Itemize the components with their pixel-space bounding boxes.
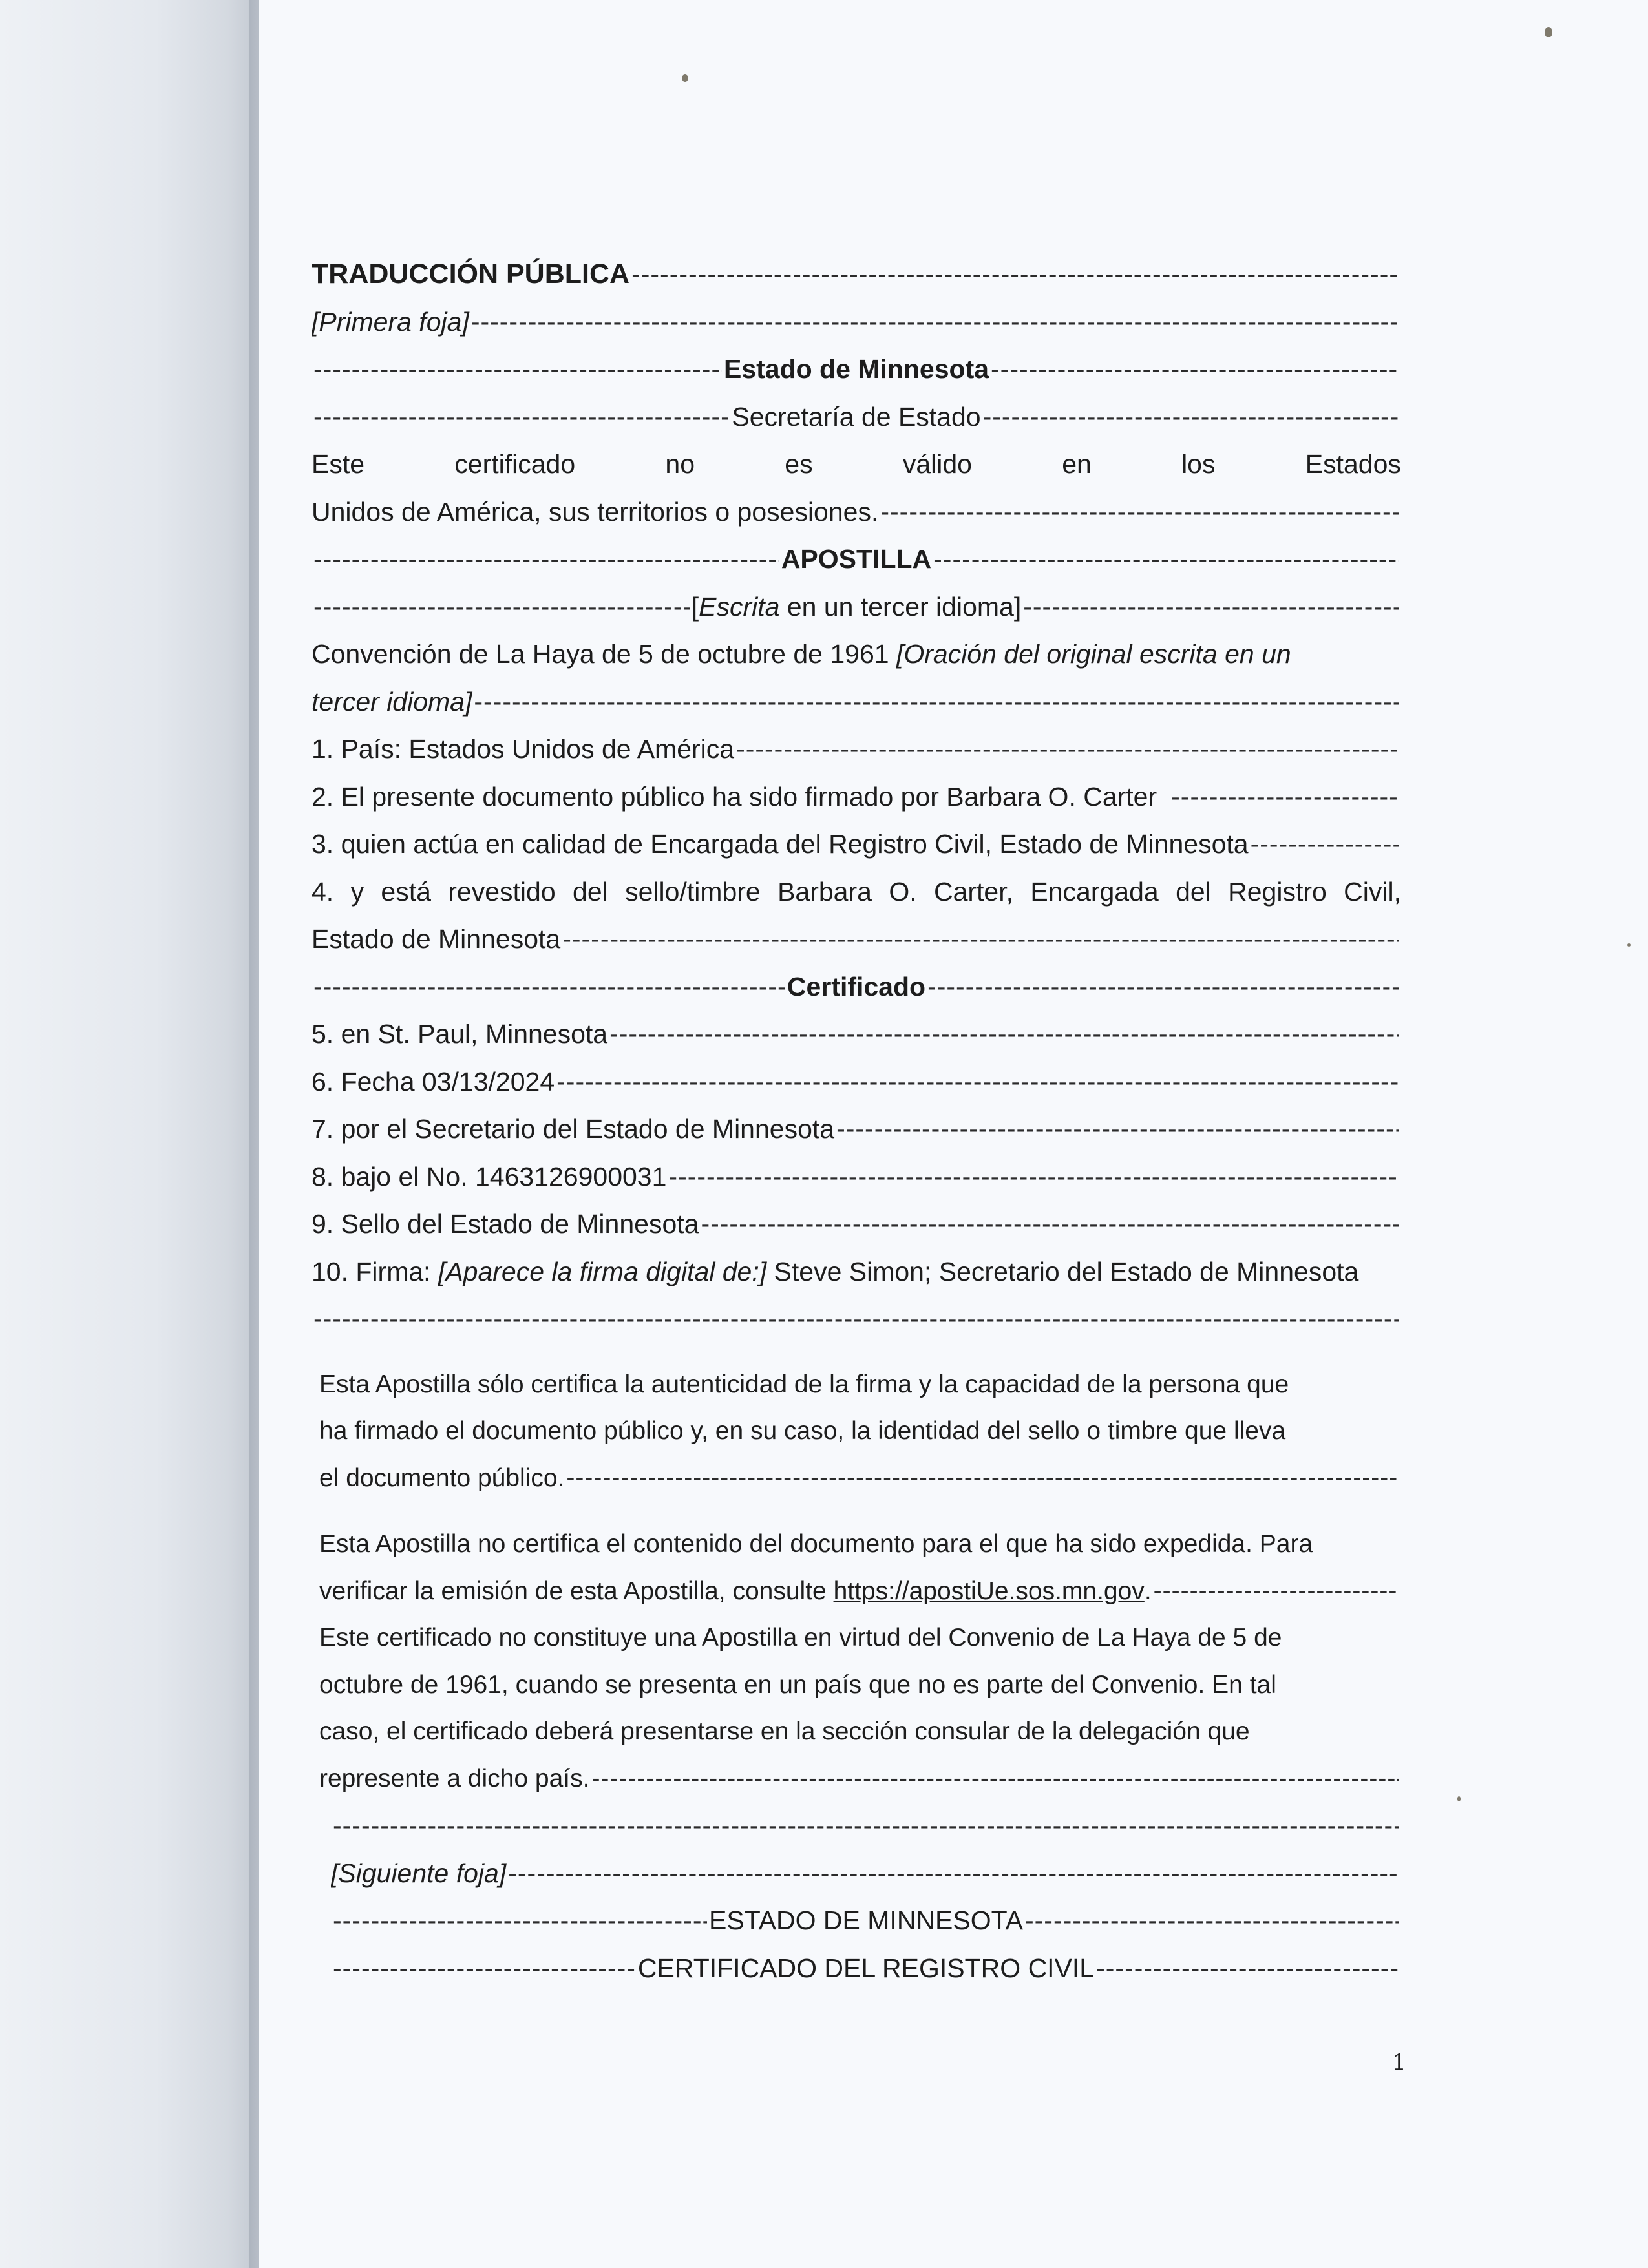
item-4-continued: Estado de Minnesota: [312, 924, 561, 954]
state-heading-line: [312, 346, 1401, 394]
item-4-word: 4.: [312, 876, 334, 907]
dash-filler: [631, 251, 1399, 299]
paragraph-line: [319, 1756, 1401, 1803]
written-word: Escrita: [699, 591, 780, 622]
item-9-line: [312, 1201, 1401, 1248]
paragraph-line: [319, 1408, 1401, 1455]
item-5-line: [312, 1011, 1401, 1058]
certificate-heading-line: [312, 963, 1401, 1011]
dash-filler: [927, 963, 1399, 1011]
validity-word: válido: [902, 449, 972, 479]
dash-filler: [701, 1201, 1399, 1248]
item-4-word: Civil,: [1344, 876, 1401, 907]
first-page-line: [312, 299, 1401, 346]
item-2-line: [312, 773, 1401, 821]
convention-note-continued: tercer idioma]: [312, 686, 472, 717]
dash-filler: [983, 394, 1399, 441]
dash-filler: [313, 346, 722, 394]
item-4-word: revestido: [448, 876, 556, 907]
item-capacity: 3. quien actúa en calidad de Encargada del Registro Civil, Estado de Minnesota: [312, 829, 1249, 859]
paragraph-gap: [312, 1343, 1401, 1361]
page-number: 1: [1392, 2050, 1406, 2075]
paragraph-text: ha firmado el documento público y, en su caso, la identidad del sello o timbre que lleva: [319, 1417, 1286, 1445]
dash-filler: [991, 346, 1399, 394]
paragraph-line: [319, 1568, 1401, 1615]
item-4-word: Carter,: [933, 876, 1014, 907]
item-place: 5. en St. Paul, Minnesota: [312, 1019, 608, 1049]
folded-page-edge: [0, 0, 259, 2268]
dash-filler: [313, 536, 779, 583]
convention-line: [312, 631, 1401, 678]
dash-filler: [333, 1802, 1399, 1850]
dash-filler: [736, 726, 1399, 773]
dash-filler: [1154, 1568, 1399, 1615]
first-page-note: [Primera foja]: [312, 306, 469, 337]
dash-filler: [1251, 821, 1399, 868]
convention-line-2: [312, 678, 1401, 726]
item-seal: 9. Sello del Estado de Minnesota: [312, 1209, 699, 1239]
scan-speck: [682, 74, 688, 82]
dash-filler: [609, 1011, 1399, 1058]
translation-text: [312, 251, 1401, 1992]
item-4-word: del: [573, 876, 608, 907]
dash-filler: [333, 1945, 636, 1993]
paragraph-line: [319, 1615, 1401, 1662]
item-4-word: Registro: [1228, 876, 1327, 907]
paragraph-line: [319, 1455, 1401, 1502]
separator-line: [331, 1802, 1401, 1850]
scan-speck: [1457, 1796, 1461, 1801]
validity-word: es: [785, 449, 813, 479]
dash-filler: [313, 583, 690, 631]
item-signed-by: 2. El presente documento público ha sido firmado por Barbara O. Carter: [312, 781, 1157, 812]
third-language-note: [692, 583, 1021, 631]
item-4-word: O.: [889, 876, 917, 907]
item-4-line: [312, 868, 1401, 916]
third-language-line: [312, 583, 1401, 631]
next-page-note: [Siguiente foja]: [331, 1858, 507, 1888]
item-4-word: Encargada: [1030, 876, 1159, 907]
item-4-word: sello/timbre: [625, 876, 761, 907]
item-4-word: y: [350, 876, 364, 907]
dash-filler: [333, 1897, 707, 1945]
state-heading: Estado de Minnesota: [723, 354, 989, 384]
paragraph-line: [319, 1361, 1401, 1409]
validity-text: Unidos de América, sus territorios o posesiones.: [312, 496, 879, 527]
paragraph-text: Este certificado no constituye una Apostilla en virtud del Convenio de La Haya de 5 de: [319, 1624, 1282, 1652]
dash-filler: [566, 1455, 1399, 1502]
dash-filler: [471, 299, 1399, 346]
dash-filler: [1025, 1897, 1399, 1945]
dash-filler: [836, 1106, 1399, 1153]
title-line: [312, 251, 1401, 299]
paragraph-line: [319, 1708, 1401, 1756]
paragraph-line: [319, 1521, 1401, 1568]
dash-filler: [556, 1058, 1399, 1106]
item-3-line: [312, 821, 1401, 868]
item-1-line: [312, 726, 1401, 773]
convention-note: [Oración del original escrita en un: [896, 639, 1291, 669]
state-heading-caps: ESTADO DE MINNESOTA: [709, 1906, 1023, 1935]
digital-signature-note: [Aparece la firma digital de:]: [438, 1256, 767, 1286]
dash-filler: [591, 1756, 1399, 1803]
dash-filler: [313, 963, 785, 1011]
dash-filler: [933, 536, 1399, 583]
next-page-line: [331, 1850, 1401, 1898]
paragraph-text: represente a dicho país.: [319, 1764, 590, 1792]
paragraph-text: octubre de 1961, cuando se presenta en un país que no es parte del Convenio. En tal: [319, 1670, 1276, 1699]
validity-word: certificado: [454, 449, 576, 479]
dash-filler: [508, 1850, 1399, 1898]
scan-speck: [1627, 943, 1631, 947]
department-line: [312, 394, 1401, 441]
paragraph-text: verificar la emisión de esta Apostilla, consulte: [319, 1577, 834, 1605]
dash-filler: [313, 1296, 1399, 1343]
bracket-open: [: [691, 591, 699, 622]
item-number: 8. bajo el No. 1463126900031: [312, 1161, 667, 1192]
item-7-line: [312, 1106, 1401, 1153]
dash-filler: [313, 394, 730, 441]
dash-filler: [474, 678, 1399, 726]
item-country: 1. País: Estados Unidos de América: [312, 734, 735, 764]
dash-filler: [1096, 1945, 1399, 1993]
apostille-scope-paragraph: [312, 1361, 1401, 1502]
department-heading: Secretaría de Estado: [732, 401, 981, 432]
document-title: TRADUCCIÓN PÚBLICA: [312, 258, 630, 289]
certificate-heading: Certificado: [787, 971, 926, 1002]
apostille-heading-line: [312, 536, 1401, 583]
validity-word: Este: [312, 449, 365, 479]
third-language-rest: en un tercer idioma]: [779, 591, 1022, 622]
convention-text: Convención de La Haya de 5 de octubre de 1961: [312, 639, 896, 669]
item-4-word: del: [1176, 876, 1211, 907]
paragraph-text: Esta Apostilla no certifica el contenido del documento para el que ha sido expedida. Para: [319, 1530, 1313, 1558]
state-caps-line: [331, 1897, 1401, 1945]
signer-name: Steve Simon; Secretario del Estado de Minnesota: [766, 1256, 1359, 1286]
paragraph-text: caso, el certificado deberá presentarse en la sección consular de la delegación que: [319, 1717, 1250, 1745]
validity-word: en: [1062, 449, 1092, 479]
apostille-heading: APOSTILLA: [781, 544, 932, 574]
item-10-line: [312, 1248, 1401, 1296]
paragraph-gap: [312, 1502, 1401, 1521]
dash-filler: [1171, 773, 1399, 821]
item-4-line-2: [312, 916, 1401, 963]
dash-filler: [668, 1153, 1399, 1201]
dash-filler: [1023, 583, 1399, 631]
item-8-line: [312, 1153, 1401, 1201]
validity-word: los: [1181, 449, 1216, 479]
validity-word: no: [665, 449, 695, 479]
item-6-line: [312, 1058, 1401, 1106]
verification-link[interactable]: https://apostiUe.sos.mn.gov: [833, 1577, 1145, 1605]
civil-registry-line: [331, 1945, 1401, 1993]
link-period: .: [1144, 1577, 1152, 1605]
validity-word: Estados: [1305, 449, 1401, 479]
paragraph-text: el documento público.: [319, 1464, 565, 1492]
apostille-verification-paragraph: [312, 1521, 1401, 1802]
civil-registry-heading: CERTIFICADO DEL REGISTRO CIVIL: [637, 1953, 1095, 1983]
separator-line: [312, 1296, 1401, 1343]
item-signature-label: 10. Firma:: [312, 1256, 438, 1286]
scan-speck: [1545, 27, 1552, 37]
validity-line-2: [312, 488, 1401, 536]
item-date: 6. Fecha 03/13/2024: [312, 1066, 555, 1097]
paragraph-text: Esta Apostilla sólo certifica la autenticidad de la firma y la capacidad de la persona que: [319, 1370, 1289, 1398]
item-4-word: Barbara: [777, 876, 872, 907]
item-4-word: está: [381, 876, 431, 907]
dash-filler: [562, 916, 1399, 963]
paragraph-line: [319, 1662, 1401, 1709]
item-issuer: 7. por el Secretario del Estado de Minnesota: [312, 1114, 835, 1144]
validity-line-1: [312, 441, 1401, 488]
dash-filler: [880, 488, 1399, 536]
next-page-section: [312, 1802, 1401, 1992]
